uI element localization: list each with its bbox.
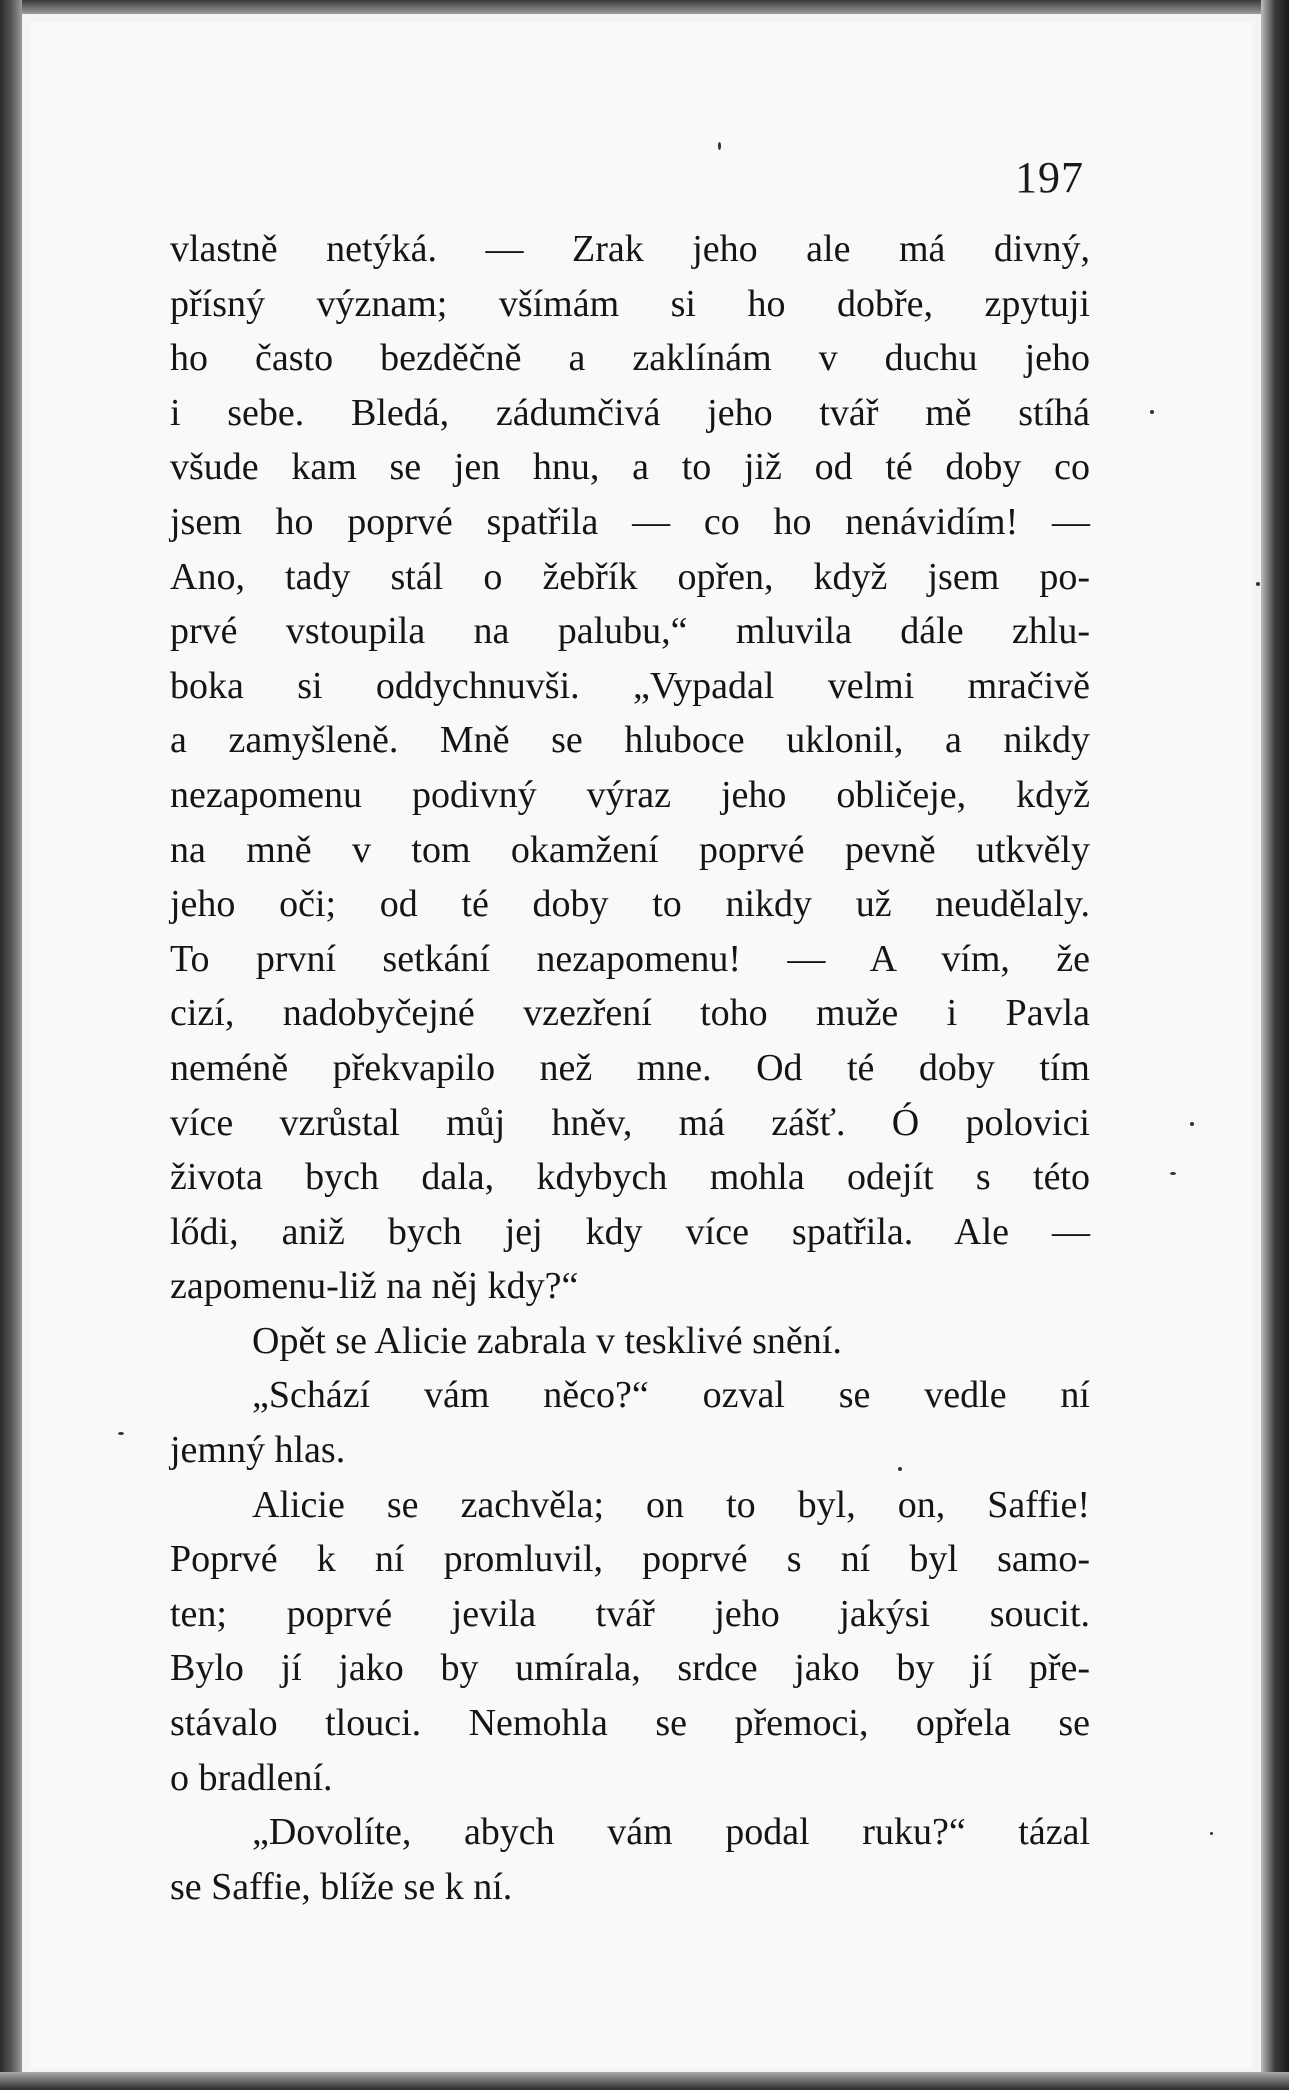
text-line: všude kam se jen hnu, a to již od té doby co bbox=[170, 446, 1090, 489]
text-line: Opět se Alicie zabrala v tesklivé snění. bbox=[252, 1319, 842, 1362]
text-line: vlastně netýká. — Zrak jeho ale má divný, bbox=[170, 228, 1090, 270]
text-line: Alicie se zachvěla; on to byl, on, Saffie! bbox=[252, 1483, 1090, 1526]
text-line: Bylo jí jako by umírala, srdce jako by jí pře- bbox=[170, 1647, 1090, 1690]
text-line: ten; poprvé jevila tvář jeho jakýsi soucit. bbox=[170, 1592, 1090, 1635]
scan-left-edge bbox=[0, 0, 22, 2090]
text-line: se Saffie, blíže se k ní. bbox=[170, 1865, 513, 1908]
text-line: na mně v tom okamžení poprvé pevně utkvěly bbox=[170, 828, 1090, 871]
text-line: ho často bezděčně a zaklínám v duchu jeho bbox=[170, 337, 1090, 380]
text-line: více vzrůstal můj hněv, má zášť. Ó polovici bbox=[170, 1101, 1090, 1144]
text-line: nezapomenu podivný výraz jeho obličeje, když bbox=[170, 773, 1090, 816]
text-line: neméně překvapilo než mne. Od té doby tím bbox=[170, 1046, 1090, 1089]
text-line: a zamyšleně. Mně se hluboce uklonil, a nikdy bbox=[170, 719, 1090, 762]
scan-top-edge bbox=[0, 0, 1289, 14]
text-line: života bych dala, kdybych mohla odejít s této bbox=[170, 1156, 1090, 1199]
text-line: To první setkání nezapomenu! — A vím, že bbox=[170, 937, 1090, 980]
text-line: jsem ho poprvé spatřila — co ho nenávidím! — bbox=[170, 500, 1090, 543]
text-line: jemný hlas. bbox=[170, 1429, 346, 1472]
book-page bbox=[30, 22, 1252, 2068]
text-line: lődi, aniž bych jej kdy více spatřila. Ale — bbox=[170, 1210, 1090, 1253]
text-line: zapomenu-liž na něj kdy?“ bbox=[170, 1265, 579, 1308]
text-line: Poprvé k ní promluvil, poprvé s ní byl samo- bbox=[170, 1538, 1090, 1581]
text-line: boka si oddychnuvši. „Vypadal velmi mračivě bbox=[170, 664, 1090, 707]
scan-bottom-edge bbox=[0, 2072, 1289, 2090]
text-line: „Schází vám něco?“ ozval se vedle ní bbox=[252, 1374, 1090, 1417]
page-number: 197 bbox=[1015, 153, 1084, 202]
text-line: cizí, nadobyčejné vzezření toho muže i Pavla bbox=[170, 992, 1090, 1035]
text-line: jeho oči; od té doby to nikdy už neudělaly. bbox=[170, 883, 1090, 926]
text-line: přísný význam; všímám si ho dobře, zpytuji bbox=[170, 282, 1090, 325]
text-line: Ano, tady stál o žebřík opřen, když jsem po- bbox=[170, 555, 1090, 598]
body-text bbox=[170, 222, 1090, 1914]
text-line: „Dovolíte, abych vám podal ruku?“ tázal bbox=[252, 1811, 1090, 1854]
text-line: stávalo tlouci. Nemohla se přemoci, opřela se bbox=[170, 1702, 1090, 1745]
text-line: o bradlení. bbox=[170, 1756, 333, 1799]
text-line: i sebe. Bledá, zádumčivá jeho tvář mě stíhá bbox=[170, 391, 1090, 434]
scan-right-edge bbox=[1261, 0, 1289, 2090]
text-line: prvé vstoupila na palubu,“ mluvila dále zhlu- bbox=[170, 610, 1090, 653]
